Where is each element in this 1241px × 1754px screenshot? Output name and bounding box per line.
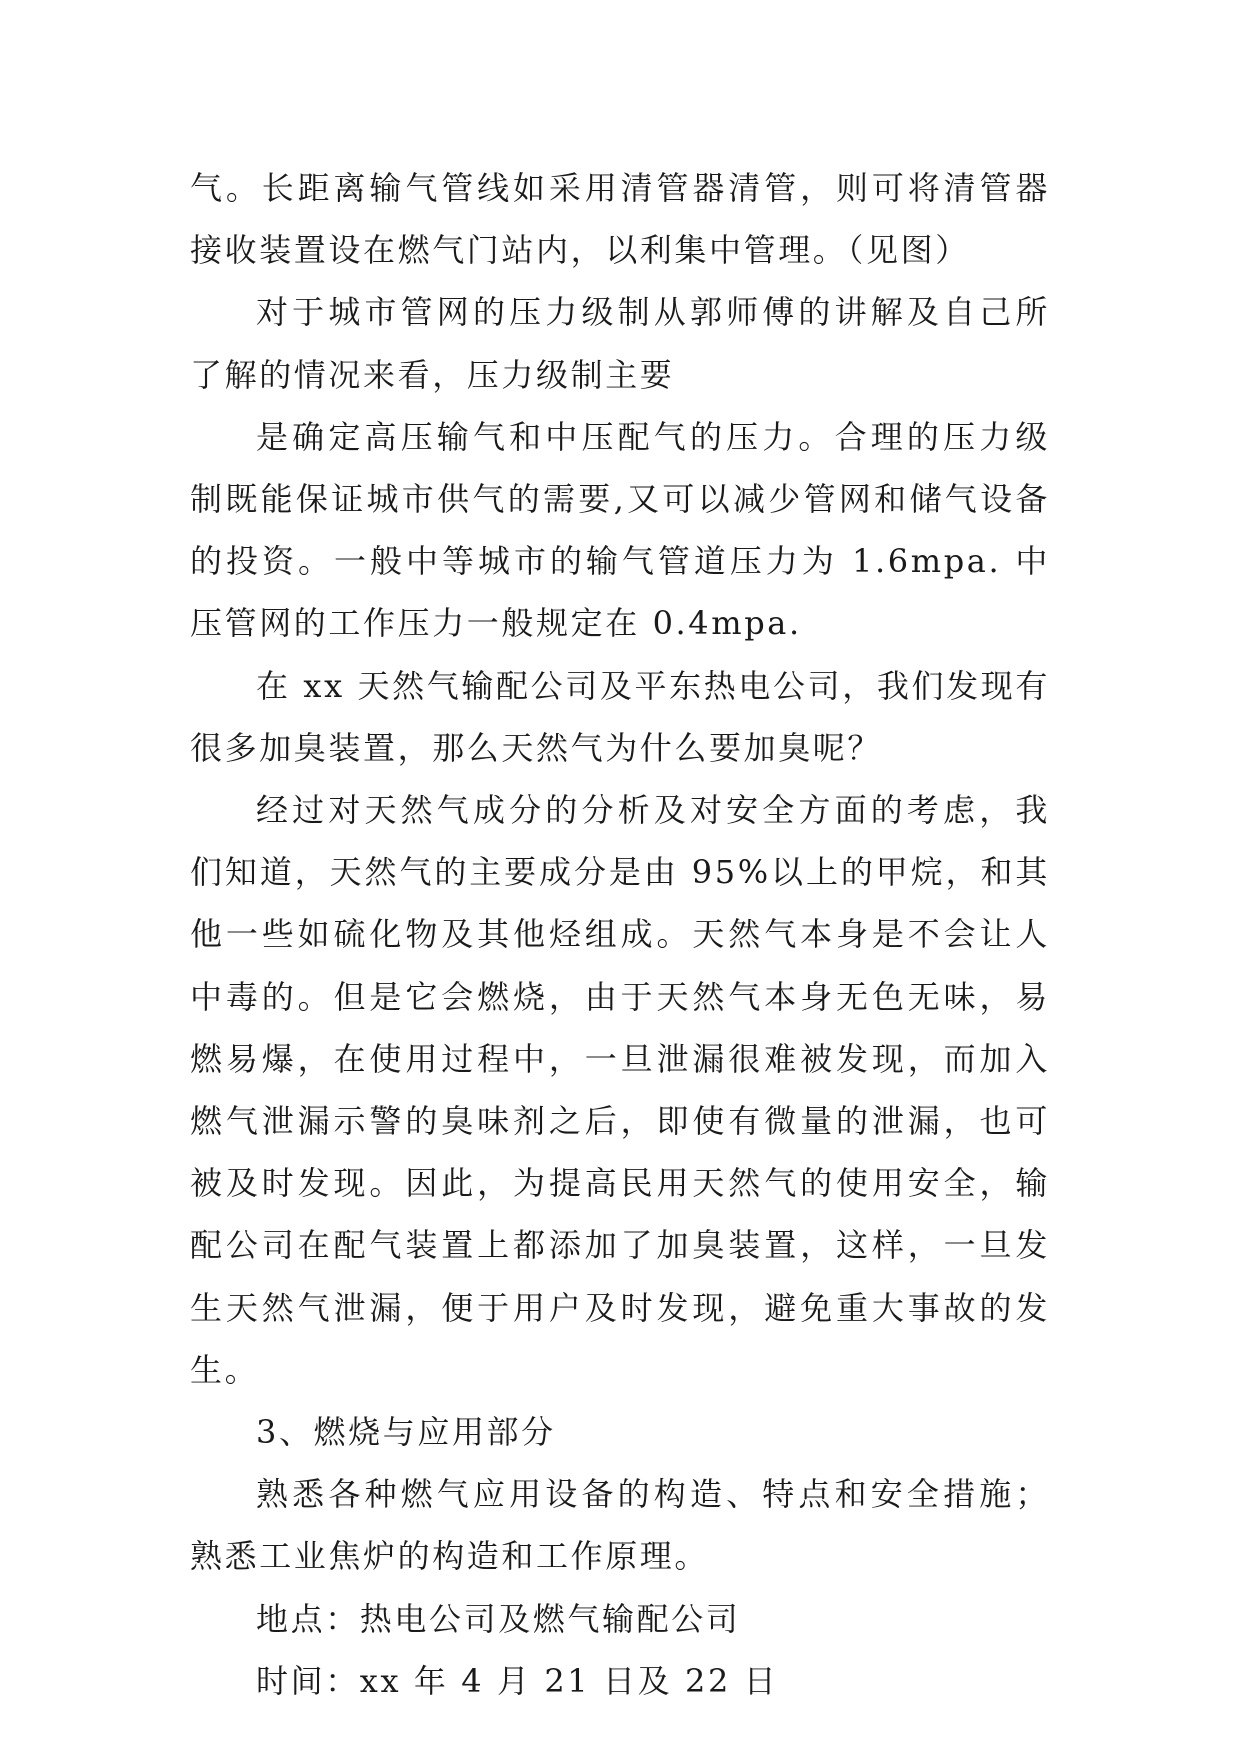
section-heading-combustion: 3、燃烧与应用部分	[256, 1413, 556, 1452]
paragraph-odorization-answer: 经过对天然气成分的分析及对安全方面的考虑，我们知道，天然气的主要成分是由 95%以上的甲烷，和其他一些如硫化物及其他烃组成。天然气本身是不会让人中毒的。但是它会燃烧，由于天然气本身无色无味，易燃易爆，在使用过程中，一旦泄漏很难被发现，而加入燃气泄漏示警的臭味剂之后，即使有微量的泄漏，也可被及时发现。因此，为提高民用天然气的使用安全，输配公司在配气装置上都添加了加臭装置，这样，一旦发生天然气泄漏，便于用户及时发现，避免重大事故的发生。	[190, 791, 1050, 1389]
paragraph-pressure-levels-detail: 是确定高压输气和中压配气的压力。合理的压力级制既能保证城市供气的需要,又可以减少管网和储气设备的投资。一般中等城市的输气管道压力为 1.6mpa. 中压管网的工作压力一般规定在 0.4mpa.	[190, 417, 1050, 643]
location-line: 地点：热电公司及燃气输配公司	[256, 1599, 741, 1638]
paragraph-continuation: 气。长距离输气管线如采用清管器清管，则可将清管器接收装置设在燃气门站内，以利集中管理。（见图）	[190, 169, 1050, 270]
paragraph-combustion-content: 熟悉各种燃气应用设备的构造、特点和安全措施；熟悉工业焦炉的构造和工作原理。	[190, 1475, 1050, 1576]
document-body	[190, 157, 1050, 1712]
paragraph-odorization-question: 在 xx 天然气输配公司及平东热电公司，我们发现有很多加臭装置，那么天然气为什么要加臭呢？	[190, 666, 1050, 767]
date-line: 时间：xx 年 4 月 21 日及 22 日	[256, 1661, 779, 1700]
paragraph-pressure-levels-intro: 对于城市管网的压力级制从郭师傅的讲解及自己所了解的情况来看，压力级制主要	[190, 293, 1050, 394]
